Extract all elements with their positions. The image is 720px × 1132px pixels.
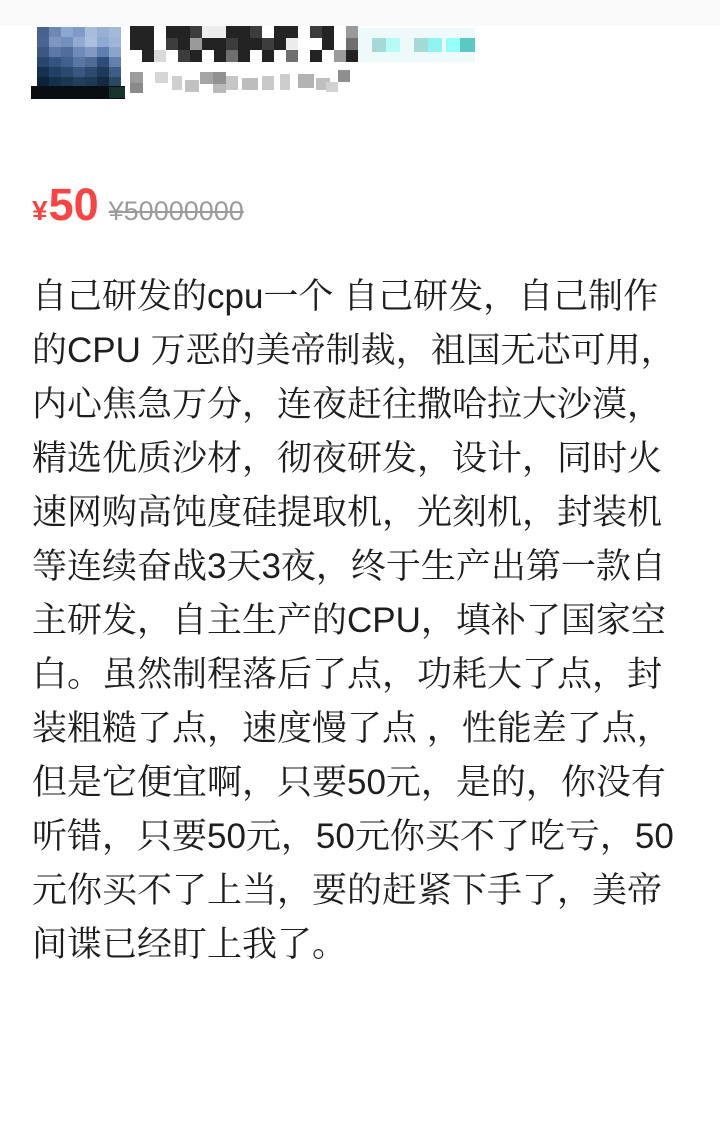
- seller-name-redacted[interactable]: [130, 26, 358, 62]
- price-amount: 50: [48, 179, 99, 230]
- avatar-laptop-bar: [37, 27, 121, 87]
- seller-badge-mosaic: [358, 28, 475, 62]
- price-row: [32, 179, 688, 230]
- top-strip: [0, 0, 720, 26]
- seller-name-mosaic: [130, 26, 358, 62]
- original-price-strikethrough: ¥50000000: [108, 196, 244, 226]
- avatar[interactable]: [37, 27, 121, 87]
- item-description: 自己研发的cpu一个 自己研发，自己制作的CPU 万恶的美帝制裁，祖国无芯可用，内心焦急万分，连夜赶往撒哈拉大沙漠，精选优质沙材，彻夜研发，设计，同时火速网购高饨度硅提取机，光刻机，封装机等连续奋战3天3夜，终于生产出第一款自主研发，自主生产的CPU，填补了国家空白。虽然制程落后了点，功耗大了点，封装粗糙了点，速度慢了点 ，性能差了点，但是它便宜啊，只要50元，是的，你没有听错，只要50元，50元你买不了吃亏，50元你买不了上当，要的赶紧下手了，美帝间谍已经盯上我了。: [32, 277, 676, 964]
- currency-symbol: ¥: [32, 195, 49, 226]
- publish-info-redacted: [130, 70, 354, 96]
- seller-badge-redacted: [358, 28, 475, 62]
- publish-info-mosaic: [130, 70, 354, 96]
